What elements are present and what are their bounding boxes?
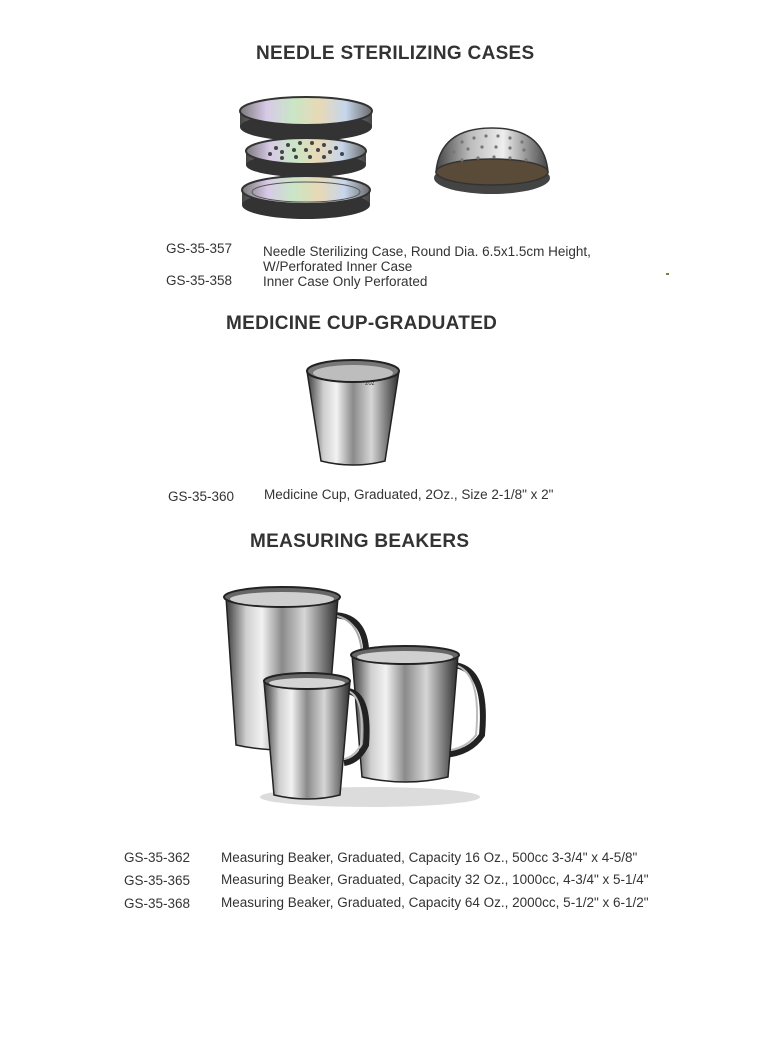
- measuring-beakers-image: [220, 585, 490, 810]
- svg-text:2oz: 2oz: [365, 381, 375, 387]
- medicine-cup-heading: MEDICINE CUP-GRADUATED: [226, 313, 498, 334]
- item-description: Inner Case Only Perforated: [263, 274, 428, 289]
- item-code: GS-35-360: [168, 489, 235, 504]
- medicine-cup-image: [303, 357, 403, 469]
- item-description: Medicine Cup, Graduated, 2Oz., Size 2-1/8" x 2": [264, 487, 554, 502]
- item-description: Needle Sterilizing Case, Round Dia. 6.5x1.5cm Height,: [263, 244, 591, 259]
- item-description-line2: W/Perforated Inner Case: [263, 259, 413, 274]
- item-code: GS-35-365: [124, 873, 191, 888]
- perforated-inner-case-image: [432, 120, 552, 200]
- item-description: Measuring Beaker, Graduated, Capacity 16 Oz., 500cc 3-3/4" x 4-5/8": [221, 850, 638, 865]
- item-code: GS-35-362: [124, 850, 191, 865]
- item-description: Measuring Beaker, Graduated, Capacity 32 Oz., 1000cc, 4-3/4" x 5-1/4": [221, 872, 649, 887]
- item-code: GS-35-357: [166, 241, 233, 256]
- needle-cases-heading: NEEDLE STERILIZING CASES: [256, 43, 535, 64]
- item-code: GS-35-358: [166, 273, 233, 288]
- item-description: Measuring Beaker, Graduated, Capacity 64 Oz., 2000cc, 5-1/2" x 6-1/2": [221, 895, 649, 910]
- needle-case-stack-image: [236, 93, 386, 228]
- item-code: GS-35-368: [124, 896, 191, 911]
- scan-speck: [666, 273, 669, 275]
- measuring-beakers-heading: MEASURING BEAKERS: [250, 531, 470, 552]
